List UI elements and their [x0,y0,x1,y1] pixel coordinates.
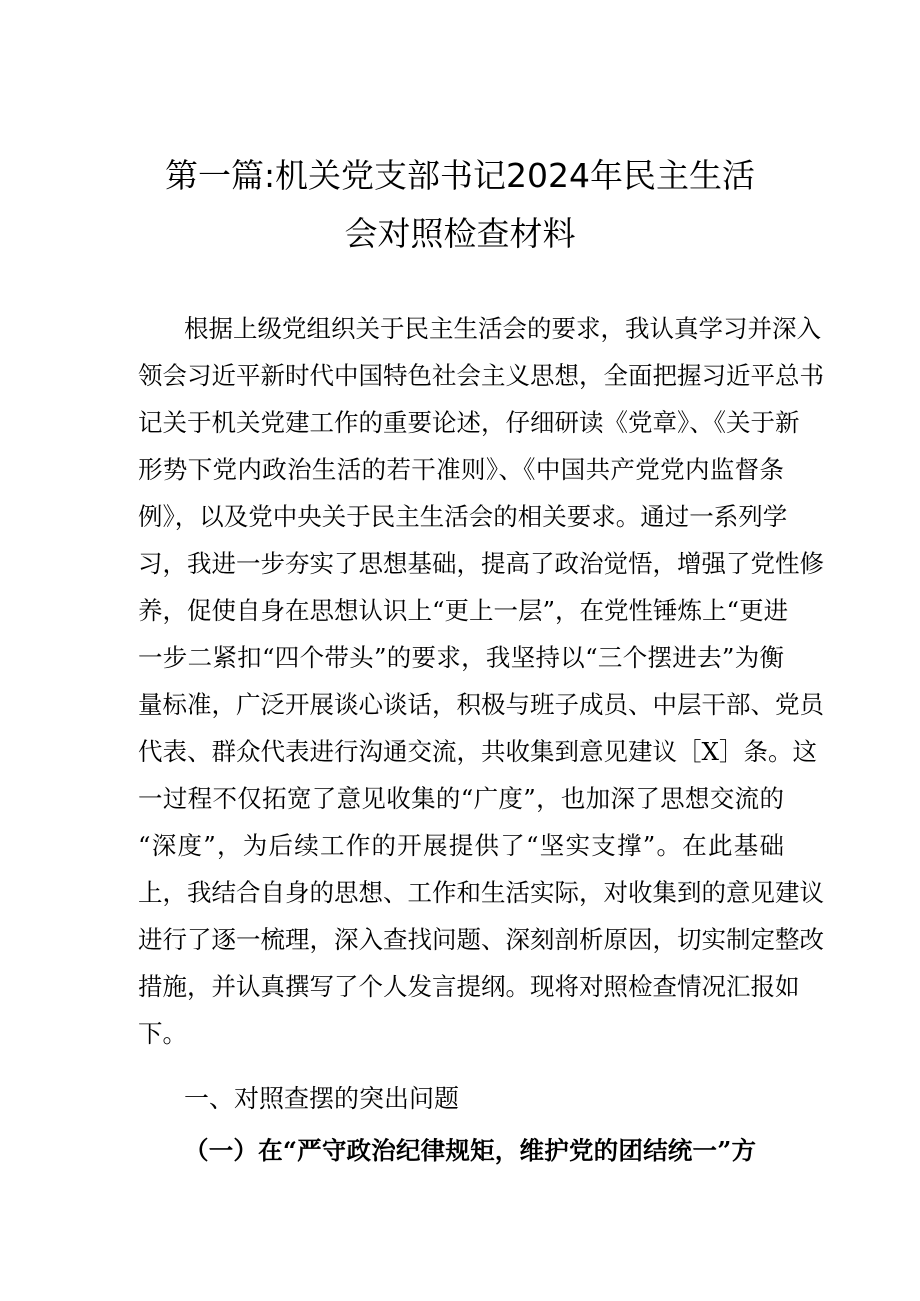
document-title-line-2: 会对照检查材料 [344,214,576,253]
subsection-heading: （一）在“严守政治纪律规矩，维护党的团结统一”方 [184,1136,756,1165]
document-title-line-1: 第一篇:机关党支部书记2024年民主生活 [164,156,756,195]
paragraph-line: 养，促使自身在思想认识上“更上一层”，在党性锤炼上“更进 [138,596,789,625]
paragraph-line: 进行了逐一梳理，深入查找问题、深刻剖析原因，切实制定整改 [138,925,824,954]
paragraph-line: 代表、群众代表进行沟通交流，共收集到意见建议［X］条。这 [138,737,817,766]
paragraph-line: 根据上级党组织关于民主生活会的要求，我认真学习并深入 [184,314,821,343]
paragraph-line: 领会习近平新时代中国特色社会主义思想，全面把握习近平总书 [138,361,824,390]
paragraph-line: 一步二紧扣“四个带头”的要求，我坚持以“三个摆进去”为衡 [138,643,784,672]
paragraph-line: 上，我结合自身的思想、工作和生活实际，对收集到的意见建议 [138,878,824,907]
paragraph-line: “深度”，为后续工作的开展提供了“坚实支撑”。在此基础 [138,831,784,860]
paragraph-line: 记关于机关党建工作的重要论述，仔细研读《党章》、《关于新 [138,408,800,437]
section-heading: 一、对照查摆的突出问题 [184,1084,460,1113]
paragraph-line: 一过程不仅拓宽了意见收集的“广度”，也加深了思想交流的 [138,784,784,813]
paragraph-line: 例》，以及党中央关于民主生活会的相关要求。通过一系列学 [138,502,788,531]
paragraph-line: 措施，并认真撰写了个人发言提纲。现将对照检查情况汇报如 [138,972,800,1001]
paragraph-line: 形势下党内政治生活的若干准则》、《中国共产党党内监督条 [138,455,784,484]
paragraph-line: 量标准，广泛开展谈心谈话，积极与班子成员、中层干部、党员 [138,690,824,719]
paragraph-line: 下。 [138,1019,187,1048]
paragraph-line: 习，我进一步夯实了思想基础，提高了政治觉悟，增强了党性修 [138,549,824,578]
